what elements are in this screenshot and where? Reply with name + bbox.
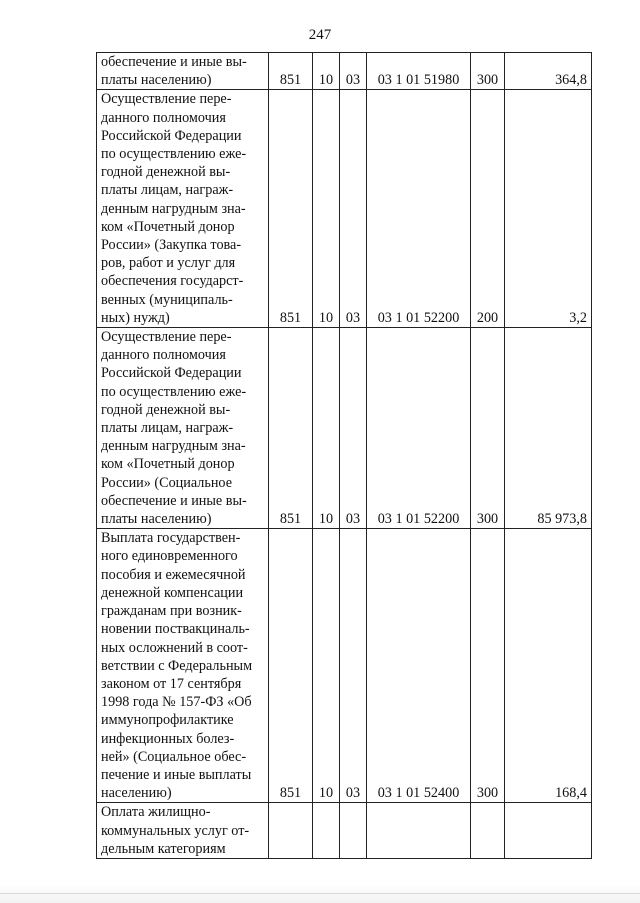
table-body xyxy=(97,53,592,859)
section-code-cell xyxy=(313,803,340,859)
item-name-line: инфекционных болез- xyxy=(101,730,235,747)
item-name-line: денным нагрудным зна- xyxy=(101,438,246,455)
item-name-cell xyxy=(97,803,269,859)
item-name-line: венных (муниципаль- xyxy=(101,291,233,308)
ministry-code-cell: 851 xyxy=(269,328,313,529)
item-name-line: обеспечения государст- xyxy=(101,273,244,290)
item-name-line: денежной компенсации xyxy=(101,584,244,601)
item-name-line: новении поствакциналь- xyxy=(101,621,250,638)
target-article-cell: 03 1 01 52200 xyxy=(367,90,471,328)
item-name-cell xyxy=(97,53,269,90)
ministry-code-cell: 851 xyxy=(269,53,313,90)
item-name-line: ком «Почетный донор xyxy=(101,456,235,473)
table-row xyxy=(97,803,592,859)
item-name-line: годной денежной вы- xyxy=(101,164,231,181)
item-name-line: иммунопрофилактике xyxy=(101,712,234,729)
item-name-line: Российской Федерации xyxy=(101,127,242,144)
item-name-line: Российской Федерации xyxy=(101,365,242,382)
item-name-cell xyxy=(97,90,269,328)
item-name-line: России» (Закупка това- xyxy=(101,237,242,254)
section-code-cell: 10 xyxy=(313,328,340,529)
item-name-line: Осуществление пере- xyxy=(101,91,232,108)
item-name-line: дельным категориям xyxy=(101,840,226,857)
item-name-line: платы лицам, награж- xyxy=(101,182,234,199)
scan-line xyxy=(0,893,640,894)
expense-type-cell xyxy=(471,803,505,859)
item-name-line: обеспечение и иные вы- xyxy=(101,54,247,70)
item-name-line: коммунальных услуг от- xyxy=(101,822,250,839)
item-name-line: ных) нужд) xyxy=(101,309,170,326)
item-name-line: печение и иные выплаты xyxy=(101,766,252,783)
subsection-code-cell: 03 xyxy=(340,529,367,803)
amount-cell: 85 973,8 xyxy=(505,328,592,529)
item-name-line: по осуществлению еже- xyxy=(101,146,247,163)
budget-table xyxy=(96,52,592,859)
item-name-line: Осуществление пере- xyxy=(101,329,232,346)
ministry-code-cell xyxy=(269,803,313,859)
item-name-line: 1998 года № 157-ФЗ «Об xyxy=(101,694,252,711)
target-article-cell: 03 1 01 51980 xyxy=(367,53,471,90)
expense-type-cell: 200 xyxy=(471,90,505,328)
table-row xyxy=(97,328,592,529)
item-name-line: платы населению) xyxy=(101,72,212,89)
ministry-code-cell: 851 xyxy=(269,90,313,328)
amount-cell xyxy=(505,803,592,859)
target-article-cell: 03 1 01 52200 xyxy=(367,328,471,529)
item-name-line: пособия и ежемесячной xyxy=(101,566,246,583)
item-name-line: обеспечение и иные вы- xyxy=(101,492,247,509)
amount-cell: 168,4 xyxy=(505,529,592,803)
item-name-line: гражданам при возник- xyxy=(101,603,242,620)
item-name-line: Оплата жилищно- xyxy=(101,804,211,821)
item-name-line: платы лицам, награж- xyxy=(101,420,234,437)
expense-type-cell: 300 xyxy=(471,328,505,529)
item-name-line: по осуществлению еже- xyxy=(101,383,247,400)
item-name-line: ветствии с Федеральным xyxy=(101,657,253,674)
table-row xyxy=(97,90,592,328)
item-name-line: ней» (Социальное обес- xyxy=(101,748,247,765)
item-name-line: данного полномочия xyxy=(101,109,226,126)
expense-type-cell: 300 xyxy=(471,529,505,803)
ministry-code-cell: 851 xyxy=(269,529,313,803)
item-name-line: денным нагрудным зна- xyxy=(101,200,246,217)
amount-cell: 3,2 xyxy=(505,90,592,328)
subsection-code-cell: 03 xyxy=(340,328,367,529)
item-name-line: ров, работ и услуг для xyxy=(101,255,236,272)
section-code-cell: 10 xyxy=(313,529,340,803)
table-row xyxy=(97,53,592,90)
item-name-line: ком «Почетный донор xyxy=(101,218,235,235)
page-number: 247 xyxy=(308,27,332,43)
table-row xyxy=(97,529,592,803)
subsection-code-cell: 03 xyxy=(340,53,367,90)
item-name-line: ного единовременного xyxy=(101,548,238,565)
item-name-line: законом от 17 сентября xyxy=(101,675,242,692)
subsection-code-cell: 03 xyxy=(340,90,367,328)
section-code-cell: 10 xyxy=(313,90,340,328)
section-code-cell: 10 xyxy=(313,53,340,90)
item-name-cell xyxy=(97,529,269,803)
item-name-line: данного полномочия xyxy=(101,347,226,364)
item-name-line: платы населению) xyxy=(101,511,212,528)
item-name-line: Выплата государствен- xyxy=(101,530,241,547)
item-name-line: России» (Социальное xyxy=(101,474,232,491)
expense-type-cell: 300 xyxy=(471,53,505,90)
subsection-code-cell xyxy=(340,803,367,859)
item-name-cell xyxy=(97,328,269,529)
target-article-cell xyxy=(367,803,471,859)
item-name-line: населению) xyxy=(101,785,172,802)
item-name-line: ных осложнений в соот- xyxy=(101,639,248,656)
amount-cell: 364,8 xyxy=(505,53,592,90)
target-article-cell: 03 1 01 52400 xyxy=(367,529,471,803)
item-name-line: годной денежной вы- xyxy=(101,401,231,418)
